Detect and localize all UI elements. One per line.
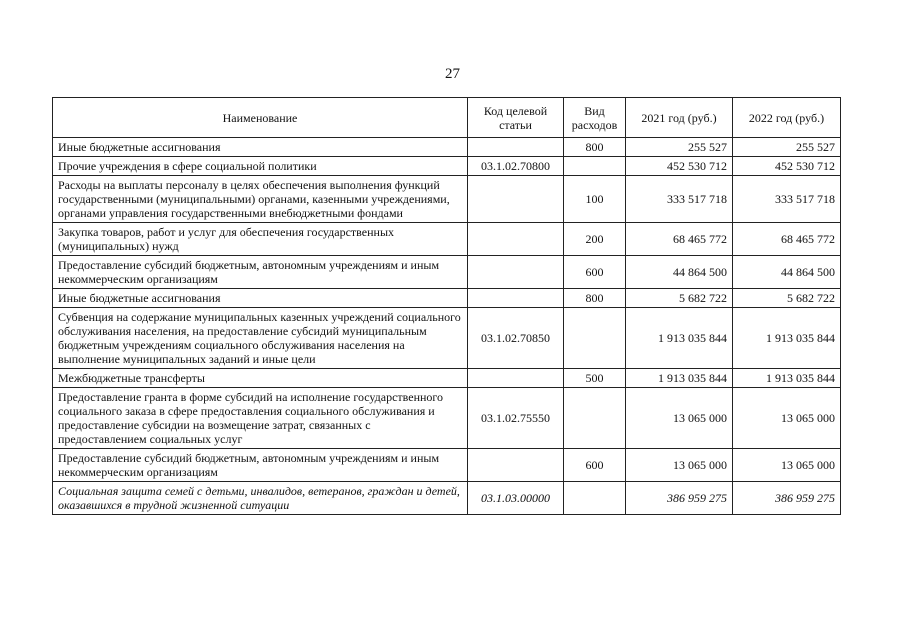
row-name-cell: Прочие учреждения в сфере социальной политики xyxy=(53,157,468,176)
row-2022-cell: 68 465 772 xyxy=(733,223,841,256)
row-code-cell: 03.1.03.00000 xyxy=(468,482,564,515)
header-type: Вид расходов xyxy=(564,98,626,138)
row-name-cell: Субвенция на содержание муниципальных казенных учреждений социального обслуживания населения, на предоставление субсидий муниципальным бюджетным учреждениям социального обслуживания населения на выполнение муниципальных заданий и иные цели xyxy=(53,308,468,369)
row-2022-cell: 13 065 000 xyxy=(733,449,841,482)
row-2021-cell: 5 682 722 xyxy=(626,289,733,308)
row-type-cell xyxy=(564,482,626,515)
row-name-cell: Иные бюджетные ассигнования xyxy=(53,138,468,157)
row-2022-cell: 1 913 035 844 xyxy=(733,308,841,369)
table-row xyxy=(53,388,841,449)
row-code-cell: 03.1.02.70850 xyxy=(468,308,564,369)
table-row xyxy=(53,176,841,223)
row-2021-cell: 1 913 035 844 xyxy=(626,308,733,369)
row-2021-cell: 452 530 712 xyxy=(626,157,733,176)
row-2022-cell: 255 527 xyxy=(733,138,841,157)
row-2021-cell: 255 527 xyxy=(626,138,733,157)
row-code-cell xyxy=(468,138,564,157)
row-2022-cell: 5 682 722 xyxy=(733,289,841,308)
row-code-cell xyxy=(468,176,564,223)
row-name-cell: Межбюджетные трансферты xyxy=(53,369,468,388)
row-2021-cell: 68 465 772 xyxy=(626,223,733,256)
row-name-cell: Предоставление субсидий бюджетным, автономным учреждениям и иным некоммерческим организациям xyxy=(53,256,468,289)
row-type-cell: 100 xyxy=(564,176,626,223)
row-name-cell: Закупка товаров, работ и услуг для обеспечения государственных (муниципальных) нужд xyxy=(53,223,468,256)
table-header-row xyxy=(53,98,841,138)
header-code: Код целевой статьи xyxy=(468,98,564,138)
row-2022-cell: 333 517 718 xyxy=(733,176,841,223)
row-2022-cell: 452 530 712 xyxy=(733,157,841,176)
row-type-cell: 800 xyxy=(564,138,626,157)
row-2022-cell: 13 065 000 xyxy=(733,388,841,449)
header-name: Наименование xyxy=(53,98,468,138)
row-code-cell xyxy=(468,369,564,388)
row-code-cell xyxy=(468,289,564,308)
row-2022-cell: 386 959 275 xyxy=(733,482,841,515)
table-row xyxy=(53,449,841,482)
row-2021-cell: 13 065 000 xyxy=(626,388,733,449)
header-2022: 2022 год (руб.) xyxy=(733,98,841,138)
row-type-cell: 600 xyxy=(564,256,626,289)
row-name-cell: Предоставление гранта в форме субсидий на исполнение государственного социального заказа в сфере предоставления социального обслуживания и предоставление субсидии на возмещение затрат, связанных с предоставлением социальных услуг xyxy=(53,388,468,449)
row-code-cell xyxy=(468,256,564,289)
row-2022-cell: 1 913 035 844 xyxy=(733,369,841,388)
row-name-cell: Предоставление субсидий бюджетным, автономным учреждениям и иным некоммерческим организациям xyxy=(53,449,468,482)
row-type-cell xyxy=(564,308,626,369)
table-row xyxy=(53,256,841,289)
table-body xyxy=(53,138,841,515)
row-type-cell: 800 xyxy=(564,289,626,308)
table-row xyxy=(53,289,841,308)
table-row xyxy=(53,482,841,515)
row-code-cell xyxy=(468,223,564,256)
table-row xyxy=(53,308,841,369)
row-code-cell: 03.1.02.70800 xyxy=(468,157,564,176)
row-2022-cell: 44 864 500 xyxy=(733,256,841,289)
row-2021-cell: 1 913 035 844 xyxy=(626,369,733,388)
table-row xyxy=(53,223,841,256)
budget-table xyxy=(52,97,841,515)
row-type-cell: 600 xyxy=(564,449,626,482)
table-row xyxy=(53,157,841,176)
row-type-cell xyxy=(564,157,626,176)
row-2021-cell: 386 959 275 xyxy=(626,482,733,515)
table-row xyxy=(53,138,841,157)
row-type-cell xyxy=(564,388,626,449)
header-2021: 2021 год (руб.) xyxy=(626,98,733,138)
row-2021-cell: 13 065 000 xyxy=(626,449,733,482)
row-2021-cell: 333 517 718 xyxy=(626,176,733,223)
table-row xyxy=(53,369,841,388)
row-type-cell: 500 xyxy=(564,369,626,388)
row-name-cell: Социальная защита семей с детьми, инвалидов, ветеранов, граждан и детей, оказавшихся в трудной жизненной ситуации xyxy=(53,482,468,515)
row-code-cell xyxy=(468,449,564,482)
page-number: 27 xyxy=(445,66,460,82)
row-type-cell: 200 xyxy=(564,223,626,256)
row-2021-cell: 44 864 500 xyxy=(626,256,733,289)
row-name-cell: Расходы на выплаты персоналу в целях обеспечения выполнения функций государственными (муниципальными) органами, казенными учреждениями, органами управления государственными внебюджетными фондами xyxy=(53,176,468,223)
row-code-cell: 03.1.02.75550 xyxy=(468,388,564,449)
row-name-cell: Иные бюджетные ассигнования xyxy=(53,289,468,308)
